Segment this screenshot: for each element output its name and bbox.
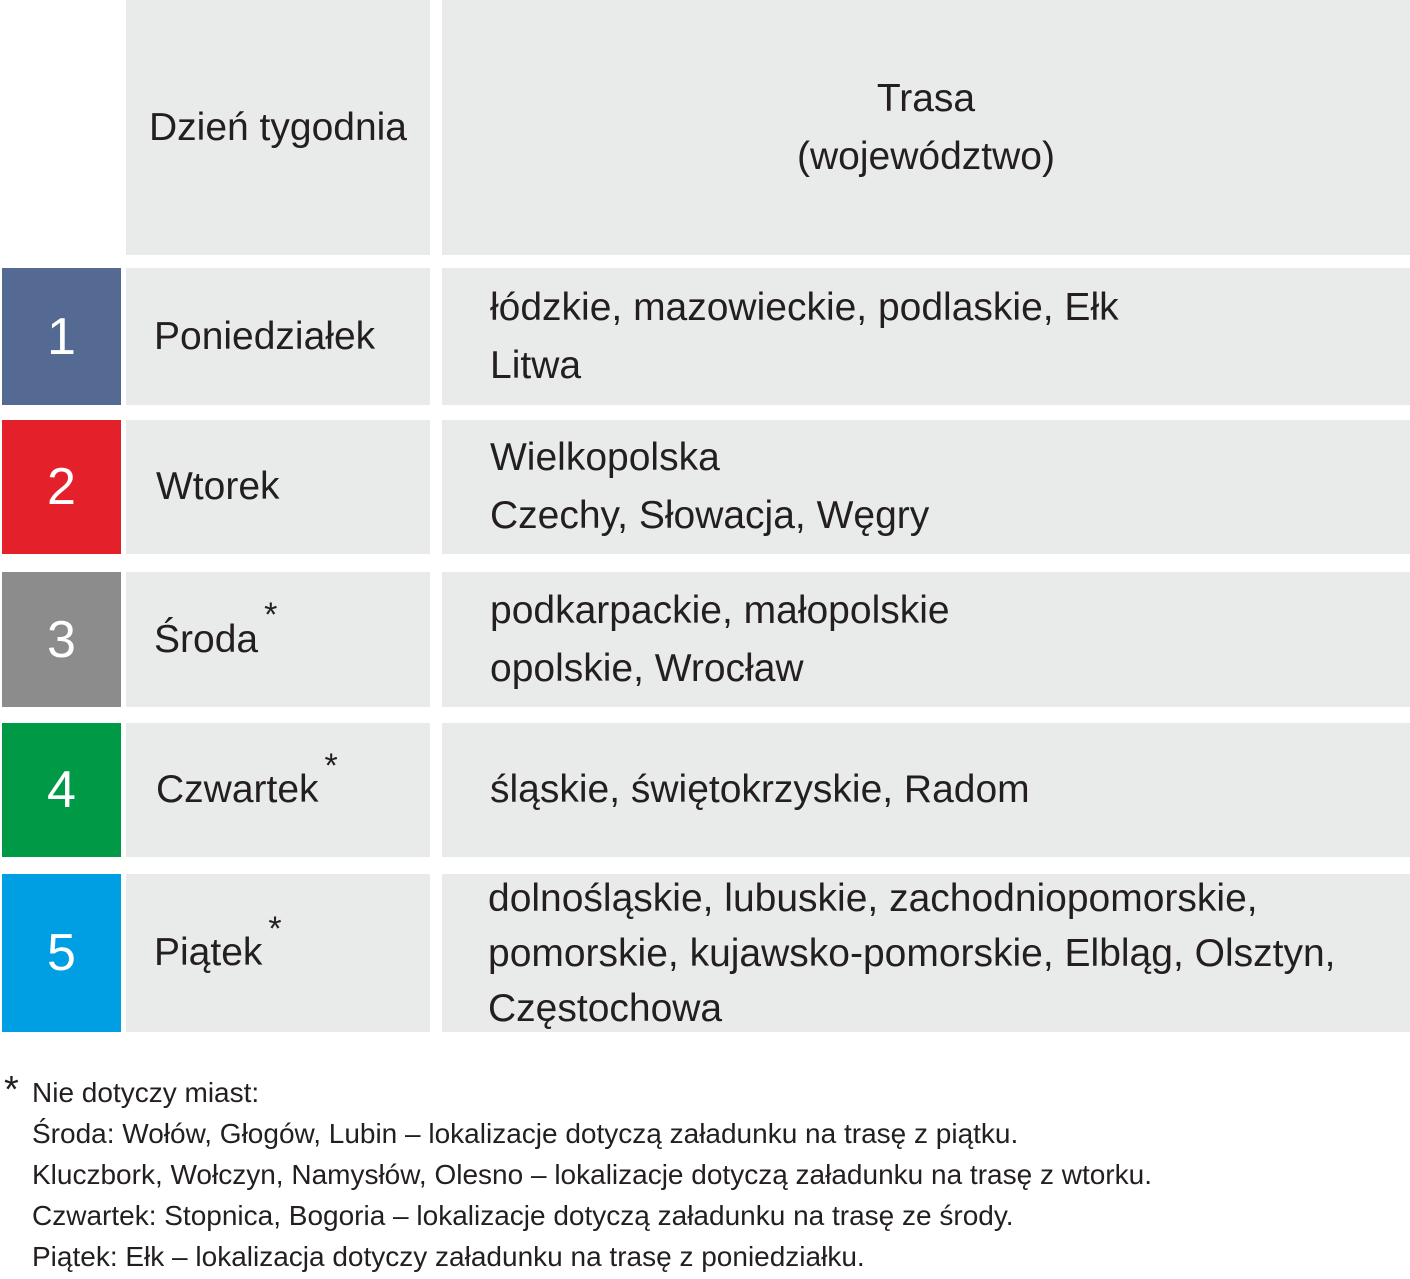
footnote-line: Kluczbork, Wołczyn, Namysłów, Olesno – lokalizacje dotyczą załadunku na trasę z wtorku. [32, 1159, 1152, 1190]
row-number: 2 [47, 458, 76, 516]
row-number-badge [2, 420, 121, 554]
header-route-label: Trasa [876, 76, 976, 120]
route-line: Wielkopolska [490, 436, 720, 479]
route-line: łódzkie, mazowieckie, podlaskie, Ełk [490, 285, 1119, 329]
row-route [442, 874, 1410, 1032]
footnote-line: Piątek: Ełk – lokalizacja dotyczy załadunku na trasę z poniedziałku. [32, 1241, 865, 1272]
row-day [126, 420, 430, 554]
row-route [442, 268, 1410, 405]
row-day [126, 572, 430, 707]
route-line: opolskie, Wrocław [490, 646, 804, 690]
header-day-label: Dzień tygodnia [149, 105, 407, 149]
route-line: pomorskie, kujawsko-pomorskie, Elbląg, Olsztyn, [488, 931, 1336, 975]
header-route-sublabel: (województwo) [797, 134, 1055, 178]
route-line: Częstochowa [488, 986, 723, 1030]
row-number-badge [2, 572, 121, 707]
row-number: 1 [47, 307, 76, 366]
day-name: Piątek [154, 931, 263, 974]
footnote-line: Środa: Wołów, Głogów, Lubin – lokalizacje dotyczą załadunku na trasę z piątku. [32, 1118, 1019, 1149]
row-day [126, 268, 430, 405]
day-name: Wtorek [156, 465, 280, 508]
footnote-line: Czwartek: Stopnica, Bogoria – lokalizacje dotyczą załadunku na trasę ze środy. [32, 1200, 1014, 1231]
footnote-lines [32, 1072, 1404, 1277]
header-day-of-week [126, 0, 430, 255]
footnote [4, 1069, 1404, 1277]
day-name: Poniedziałek [154, 314, 376, 358]
day-name: Środa [154, 617, 259, 661]
asterisk-marker: * [324, 746, 338, 785]
route-line: śląskie, świętokrzyskie, Radom [490, 768, 1030, 811]
header-route [442, 0, 1410, 255]
day-name: Czwartek [156, 768, 319, 811]
row-number: 5 [47, 924, 76, 982]
row-day [126, 874, 430, 1032]
route-line: dolnośląskie, lubuskie, zachodniopomorskie, [488, 876, 1258, 920]
row-route [442, 572, 1410, 707]
route-line: Litwa [490, 343, 582, 387]
route-line: Czechy, Słowacja, Węgry [490, 494, 930, 537]
row-day [126, 723, 430, 857]
row-number: 3 [47, 610, 76, 669]
route-line: podkarpackie, małopolskie [490, 588, 950, 632]
asterisk-marker: * [264, 596, 278, 634]
footnote-line: Nie dotyczy miast: [32, 1077, 260, 1108]
row-number-badge [2, 874, 121, 1032]
row-route [442, 420, 1410, 554]
row-route [442, 723, 1410, 857]
asterisk-marker: * [268, 909, 282, 948]
row-number-badge [2, 268, 121, 405]
row-number: 4 [47, 761, 76, 819]
footnote-asterisk: * [4, 1069, 19, 1111]
row-number-badge [2, 723, 121, 857]
